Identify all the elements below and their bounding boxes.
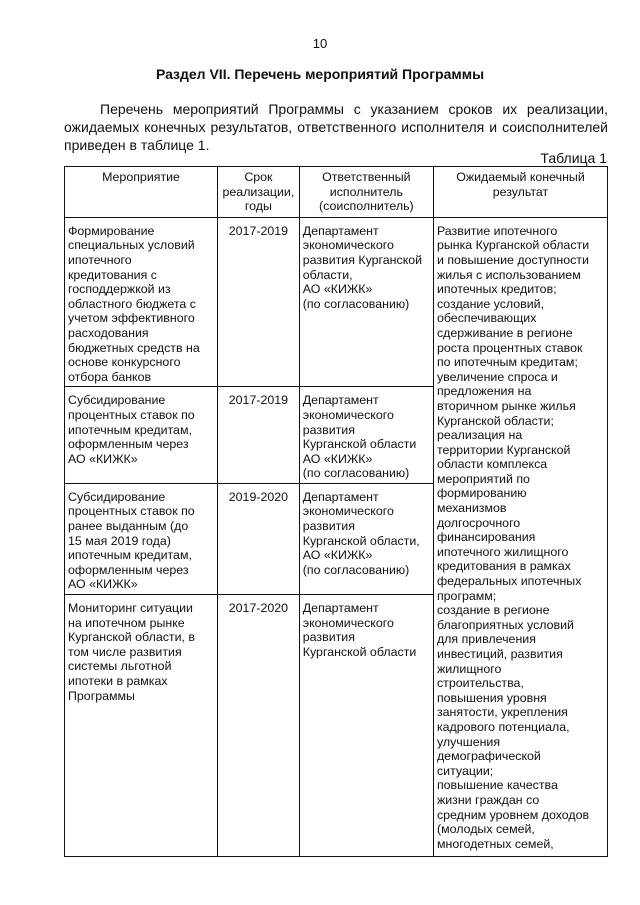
cell-text-line: АО «КИЖК» <box>68 451 138 466</box>
term-cell: 2017-2019 <box>218 387 300 484</box>
cell-text-line: ипотечным кредитам, <box>68 548 192 563</box>
cell-text-line: специальных условий <box>68 238 195 253</box>
cell-text-line: 15 мая 2019 года) <box>68 533 171 548</box>
measure-cell <box>65 387 218 484</box>
term-cell: 2019-2020 <box>218 483 300 594</box>
cell-text-line: АО «КИЖК» <box>302 282 373 297</box>
cell-text-line: на ипотечном рынке <box>68 615 185 630</box>
cell-text-line: жилья с использованием <box>436 267 581 282</box>
cell-text-line: финансирования <box>436 530 536 545</box>
cell-text-line: жилищного <box>436 661 502 676</box>
cell-text-line: по ипотечным кредитам; <box>436 355 578 370</box>
header-responsible <box>299 167 433 218</box>
cell-text-line: развития Курганской <box>302 252 423 267</box>
cell-text-line: Департамент <box>302 393 379 408</box>
cell-text-line: результат <box>492 184 549 199</box>
cell-text-line: кредитования в рамках <box>436 559 571 574</box>
cell-text-line: рынка Курганской области <box>436 238 590 253</box>
cell-text-line: (молодых семей, <box>436 822 535 837</box>
cell-text-line: (соисполнитель) <box>319 199 414 214</box>
cell-text-line: механизмов <box>436 501 507 516</box>
cell-text-line: (по согласованию) <box>302 296 410 311</box>
cell-text-line: Субсидирование <box>68 393 166 408</box>
cell-text-line: создание условий, <box>436 296 545 311</box>
cell-text-line: ипотечным кредитам, <box>68 422 192 437</box>
cell-text-line: программ; <box>436 588 497 603</box>
cell-text-line: Субсидирование <box>68 489 166 504</box>
cell-text-line: долгосрочного <box>436 515 521 530</box>
responsible-cell <box>299 595 433 857</box>
cell-text-line: ипотечных кредитов; <box>436 282 557 297</box>
measure-cell <box>65 217 218 387</box>
cell-text-line: экономического <box>302 238 394 253</box>
cell-text-line: территории Курганской <box>436 442 571 457</box>
cell-text-line: ипотеки в рамках <box>68 674 168 688</box>
cell-text-line: системы льготной <box>68 659 172 674</box>
cell-text-line: занятости, укрепления <box>436 705 568 720</box>
cell-text-line: повышения уровня <box>436 690 547 705</box>
cell-text-line: мероприятий по <box>436 471 530 486</box>
responsible-cell <box>299 217 433 387</box>
cell-text-line: обеспечивающих <box>436 311 537 326</box>
cell-text-line: отбора банков <box>68 369 152 384</box>
cell-text-line: Ожидаемый конечный <box>456 170 585 184</box>
table-caption: Таблица 1 <box>540 150 607 166</box>
cell-text-line: благоприятных условий <box>436 617 574 632</box>
cell-text-line: экономического <box>302 615 394 630</box>
cell-text-line: Ответственный <box>322 170 411 184</box>
cell-text-line: ранее выданным (до <box>68 519 189 534</box>
cell-text-line: создание в регионе <box>436 603 550 618</box>
cell-text-line: роста процентных ставок <box>436 340 583 355</box>
cell-text-line: Курганской области, в <box>68 630 195 645</box>
cell-text-line: Курганской области; <box>436 413 554 428</box>
cell-text-line: реализации, <box>222 184 295 199</box>
cell-text-line: бюджетных средств на <box>68 340 200 355</box>
page-number: 10 <box>312 36 328 51</box>
term-cell: 2017-2019 <box>218 217 300 387</box>
cell-text-line: для привлечения <box>436 632 536 647</box>
section-title: Раздел VII. Перечень мероприятий Программы <box>155 66 485 82</box>
cell-text-line: процентных ставок по <box>68 504 195 519</box>
table-header-row <box>65 167 608 218</box>
cell-text-line: Курганской области <box>302 437 417 452</box>
header-term <box>218 167 300 218</box>
cell-text-line: развития <box>302 630 355 645</box>
measure-cell <box>65 483 218 594</box>
cell-text-line: процентных ставок по <box>68 407 195 422</box>
cell-text-line: оформленным через <box>68 437 189 452</box>
cell-text-line: исполнитель <box>329 184 403 199</box>
cell-text-line: АО «КИЖК» <box>302 451 373 466</box>
cell-text-line: основе конкурсного <box>68 355 181 370</box>
cell-text-line: улучшения <box>436 734 501 749</box>
cell-text-line: областного бюджета с <box>68 296 196 311</box>
cell-text-line: Курганской области <box>302 644 417 659</box>
cell-text-line: (по согласованию) <box>302 466 410 481</box>
cell-text-line: АО «КИЖК» <box>302 548 373 563</box>
cell-text-line: ипотечного <box>68 252 132 267</box>
cell-text-line: сдерживание в регионе <box>436 325 573 340</box>
table-row <box>65 217 608 387</box>
cell-text-line: (по согласованию) <box>302 562 410 577</box>
cell-text-line: федеральных ипотечных <box>436 574 582 589</box>
cell-text-line: ситуации; <box>436 763 494 778</box>
cell-text-line: жизни граждан со <box>436 792 540 807</box>
header-result <box>433 167 607 218</box>
cell-text-line: расходования <box>68 325 149 340</box>
cell-text-line: Срок <box>244 170 273 184</box>
cell-text-line: развития <box>302 519 355 534</box>
cell-text-line: Курганской области, <box>302 533 420 548</box>
cell-text-line: реализация на <box>436 428 523 443</box>
cell-text-line: Мониторинг ситуации <box>68 601 193 616</box>
cell-text-line: том числе развития <box>68 644 182 659</box>
cell-text-line: повышение качества <box>436 778 558 793</box>
cell-text-line: АО «КИЖК» <box>68 577 138 592</box>
header-measure: Мероприятие <box>65 167 218 218</box>
cell-text-line: Формирование <box>68 223 155 238</box>
cell-text-line: формированию <box>436 486 527 501</box>
cell-text-line: Департамент <box>302 223 379 238</box>
cell-text-line: учетом эффективного <box>68 311 195 326</box>
cell-text-line: инвестиций, развития <box>436 647 563 661</box>
result-cell <box>433 217 607 856</box>
cell-text-line: предложения на <box>436 384 532 399</box>
cell-text-line: оформленным через <box>68 562 189 577</box>
intro-paragraph <box>64 100 608 154</box>
cell-text-line: Департамент <box>302 489 379 504</box>
cell-text-line: Развитие ипотечного <box>436 223 558 238</box>
cell-text-line: Департамент <box>302 601 379 616</box>
measures-table <box>64 166 608 857</box>
cell-text-line: годы <box>244 199 272 214</box>
cell-text-line: кадрового потенциала, <box>436 719 570 734</box>
cell-text-line: ипотечного жилищного <box>436 544 569 559</box>
cell-text-line: строительства, <box>436 676 524 691</box>
cell-text-line: многодетных семей, <box>436 836 554 851</box>
cell-text-line: экономического <box>302 504 394 519</box>
cell-text-line: средним уровнем доходов <box>436 807 590 822</box>
term-cell: 2017-2020 <box>218 595 300 857</box>
cell-text-line: Программы <box>68 688 135 703</box>
intro-text: Перечень мероприятий Программы с указанием сроков их реализации, ожидаемых конечных результатов, ответственного исполнителя и соисполнителей приведен в таблице 1. <box>64 101 608 153</box>
cell-text-line: развития <box>302 422 355 437</box>
cell-text-line: вторичном рынке жилья <box>436 398 576 413</box>
cell-text-line: области, <box>302 267 353 282</box>
cell-text-line: кредитования с <box>68 267 157 282</box>
cell-text-line: экономического <box>302 407 394 422</box>
responsible-cell <box>299 387 433 484</box>
cell-text-line: увеличение спроса и <box>436 369 558 384</box>
responsible-cell <box>299 483 433 594</box>
measure-cell <box>65 595 218 857</box>
cell-text-line: демографической <box>436 749 541 764</box>
cell-text-line: и повышение доступности <box>436 252 589 267</box>
cell-text-line: господдержкой из <box>68 282 171 297</box>
cell-text-line: области комплекса <box>436 457 548 472</box>
